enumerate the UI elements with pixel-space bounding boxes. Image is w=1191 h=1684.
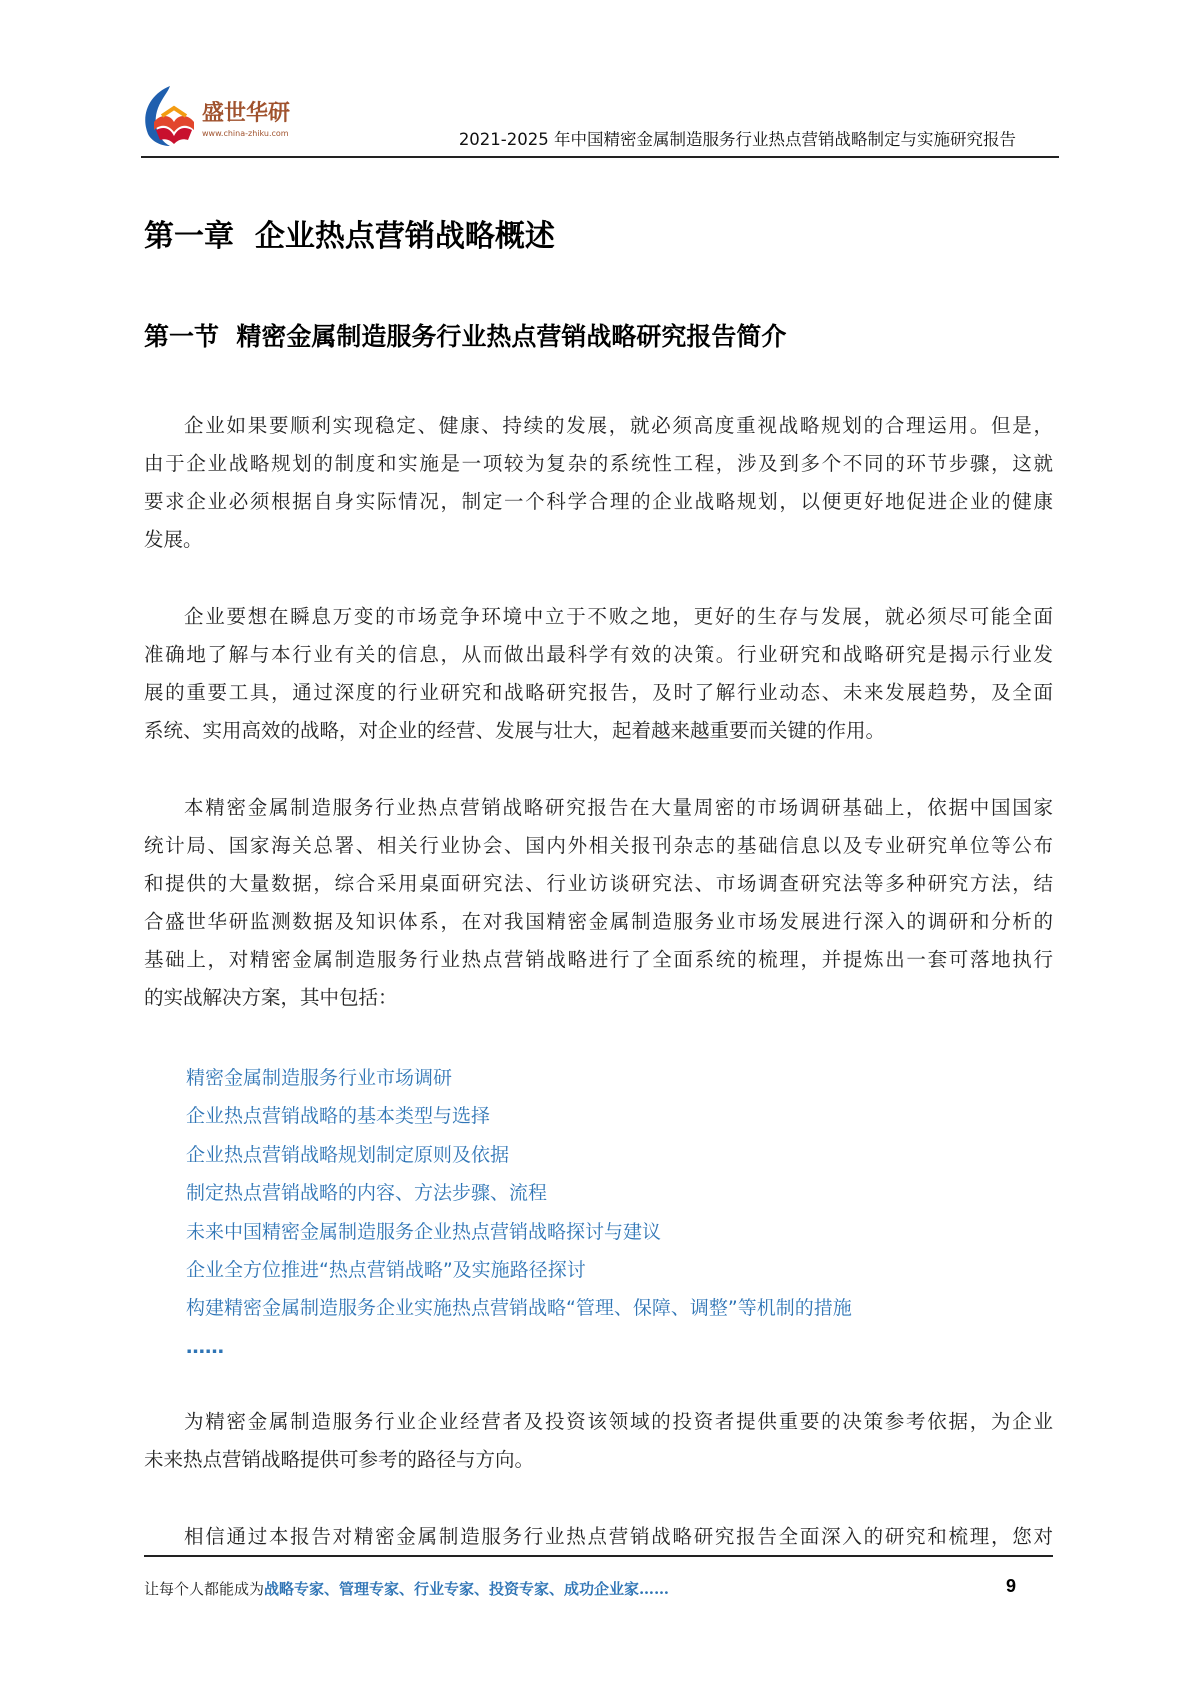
list-item: 企业全方位推进“热点营销战略”及实施路径探讨 — [186, 1258, 586, 1281]
list-item: 企业热点营销战略的基本类型与选择 — [186, 1105, 491, 1128]
section-title: 第一节 精密金属制造服务行业热点营销战略研究报告简介 — [144, 322, 787, 351]
page-number: 9 — [1006, 1576, 1017, 1596]
paragraph-line: 本精密金属制造服务行业热点营销战略研究报告在大量周密的市场调研基础上，依据中国国家 — [184, 796, 1053, 819]
paragraph-line: 为精密金属制造服务行业企业经营者及投资该领域的投资者提供重要的决策参考依据，为企业 — [184, 1410, 1053, 1433]
paragraph-line: 企业要想在瞬息万变的市场竞争环境中立于不败之地，更好的生存与发展，就必须尽可能全面 — [184, 605, 1053, 628]
contents-list — [186, 1059, 852, 1366]
paragraph-line: 由于企业战略规划的制度和实施是一项较为复杂的系统性工程，涉及到多个不同的环节步骤，这就 — [144, 452, 1053, 475]
list-ellipsis: …… — [186, 1335, 224, 1358]
paragraph-line: 基础上，对精密金属制造服务行业热点营销战略进行了全面系统的梳理，并提炼出一套可落地执行 — [144, 948, 1053, 971]
paragraph-line: 和提供的大量数据，综合采用桌面研究法、行业访谈研究法、市场调查研究法等多种研究方法，结 — [144, 872, 1053, 895]
paragraph-line: 展的重要工具，通过深度的行业研究和战略研究报告，及时了解行业动态、未来发展趋势，及全面 — [144, 681, 1053, 704]
footer-slogan — [144, 1578, 669, 1599]
paragraph-5 — [144, 1518, 1053, 1556]
svg-text:www.china-zhiku.com: www.china-zhiku.com — [202, 129, 289, 138]
list-item: 制定热点营销战略的内容、方法步骤、流程 — [186, 1182, 548, 1205]
paragraph-line: 要求企业必须根据自身实际情况，制定一个科学合理的企业战略规划，以便更好地促进企业的健康 — [144, 490, 1053, 513]
list-item: 精密金属制造服务行业市场调研 — [186, 1067, 453, 1089]
paragraph-line: 系统、实用高效的战略，对企业的经营、发展与壮大，起着越来越重要而关键的作用。 — [144, 719, 886, 742]
paragraph-line: 发展。 — [144, 528, 203, 551]
paragraph-line: 的实战解决方案，其中包括： — [144, 986, 398, 1009]
paragraph-line: 企业如果要顺利实现稳定、健康、持续的发展，就必须高度重视战略规划的合理运用。但是， — [184, 414, 1053, 437]
footer-highlight: 战略专家、管理专家、行业专家、投资专家、成功企业家…… — [264, 1580, 670, 1598]
paragraph-line: 相信通过本报告对精密金属制造服务行业热点营销战略研究报告全面深入的研究和梳理，您对 — [184, 1525, 1053, 1548]
paragraph-line: 准确地了解与本行业有关的信息，从而做出最科学有效的决策。行业研究和战略研究是揭示行业发 — [144, 643, 1053, 666]
paragraph-2 — [144, 598, 1053, 750]
footer-divider — [144, 1555, 1053, 1557]
logo-icon — [140, 84, 310, 148]
paragraph-line: 未来热点营销战略提供可参考的路径与方向。 — [144, 1448, 535, 1471]
chapter-title: 第一章 企业热点营销战略概述 — [144, 219, 555, 254]
footer-prefix: 让每个人都能成为 — [144, 1580, 265, 1598]
paragraph-line: 合盛世华研监测数据及知识体系，在对我国精密金属制造服务业市场发展进行深入的调研和分析的 — [144, 910, 1053, 933]
header-divider — [141, 156, 1059, 158]
paragraph-3 — [144, 789, 1053, 1017]
list-item: 构建精密金属制造服务企业实施热点营销战略“管理、保障、调整”等机制的措施 — [186, 1297, 852, 1320]
svg-text:盛世华研: 盛世华研 — [202, 101, 291, 126]
paragraph-1 — [144, 407, 1053, 559]
header-report-title: 2021-2025 年中国精密金属制造服务行业热点营销战略制定与实施研究报告 — [458, 130, 1016, 149]
paragraph-4 — [144, 1403, 1053, 1479]
list-item: 未来中国精密金属制造服务企业热点营销战略探讨与建议 — [186, 1220, 662, 1243]
company-logo — [140, 84, 310, 148]
list-item: 企业热点营销战略规划制定原则及依据 — [186, 1143, 510, 1166]
paragraph-line: 统计局、国家海关总署、相关行业协会、国内外相关报刊杂志的基础信息以及专业研究单位等公布 — [144, 834, 1053, 857]
